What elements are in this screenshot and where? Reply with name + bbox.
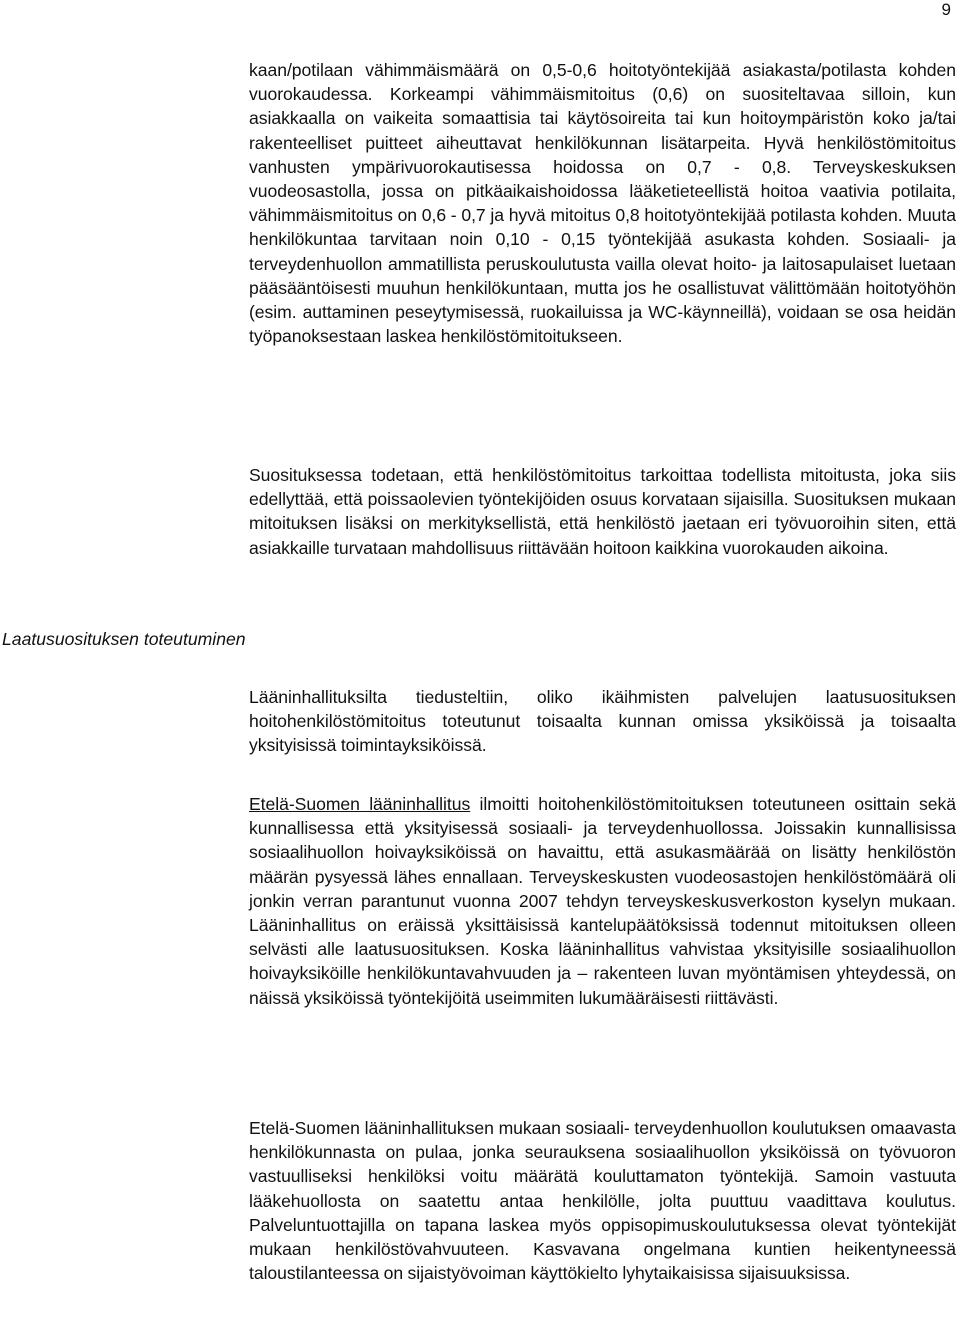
- paragraph-text: [249, 792, 956, 1010]
- body-paragraph-actual-staffing: [249, 463, 956, 560]
- provincial-office-name: Etelä-Suomen lääninhallitus: [249, 794, 471, 814]
- paragraph-text: Etelä-Suomen lääninhallituksen mukaan sosiaali- terveydenhuollon koulutuksen omaavasta henkilökunnasta on pulaa, jonka seurauksena sosiaalihuollon yksiköissä on työvuoron vastuulliseksi henkilöksi voitu määrätä kouluttamaton työntekijä. Samoin vastuuta lääkehuollosta on saatettu antaa henkilölle, jolta puuttuu vaadittava koulutus. Palveluntuottajilla on tapana laskea myös oppisopimuskoulutuksessa olevat työntekijät mukaan henkilöstövahvuuteen. Kasvavana ongelmana kuntien heikentyneessä taloustilanteessa on sijaistyövoiman käyttökielto lyhytaikaisissa sijaisuuksissa.: [249, 1118, 956, 1284]
- page-number: 9: [941, 0, 951, 19]
- paragraph-text: Suosituksessa todetaan, että henkilöstömitoitus tarkoittaa todellista mitoitusta, joka siis edellyttää, että poissaolevien työntekijöiden osuus korvataan sijaisilla. Suosituksen mukaan mitoituksen lisäksi on merkityksellistä, että henkilöstö jaetaan eri työvuoroihin siten, että asiakkaille turvataan mahdollisuus riittävään hoitoon kaikkina vuorokauden aikoina.: [249, 465, 956, 558]
- body-paragraph-inquiry: [249, 685, 956, 758]
- section-heading: Laatusuosituksen toteutuminen: [2, 629, 246, 649]
- paragraph-text: kaan/potilaan vähimmäismäärä on 0,5-0,6 hoitotyöntekijää asiakasta/potilasta kohden vuorokaudessa. Korkeampi vähimmäismitoitus (0,6) on suositeltavaa silloin, kun asiakkaalla on vaikeita somaattisia tai käytösoireita tai kun hoitoympäristön koko ja/tai rakenteelliset puitteet aiheuttavat henkilökunnan lisätarpeita. Hyvä henkilöstömitoitus vanhusten ympärivuorokautisessa hoidossa on 0,7 - 0,8. Terveyskeskuksen vuodeosastolla, jossa on pitkäaikaishoidossa lääketieteellistä hoitoa vaativia potilaita, vähimmäismitoitus on 0,6 - 0,7 ja hyvä mitoitus 0,8 hoitotyöntekijää potilasta kohden. Muuta henkilökuntaa tarvitaan noin 0,10 - 0,15 työntekijää asukasta kohden. Sosiaali- ja terveydenhuollon ammatillista peruskoulutusta vailla olevat hoito- ja laitosapulaiset luetaan pääsääntöisesti muuhun henkilökuntaan, mutta jos he osallistuvat välittömään hoitotyöhön (esim. auttaminen peseytymisessä, ruokailuissa ja WC-käynneillä), voidaan se osa heidän työpanoksestaan laskea henkilöstömitoitukseen.: [249, 60, 956, 347]
- paragraph-text: Lääninhallituksilta tiedusteltiin, oliko ikäihmisten palvelujen laatusuosituksen hoitohenkilöstömitoitus toteutunut toisaalta kunnan omissa yksiköissä ja toisaalta yksityisissä toimintayksiköissä.: [249, 687, 956, 756]
- body-paragraph-training-shortage: [249, 1116, 956, 1285]
- body-paragraph-southern-finland-report: [249, 792, 956, 1010]
- body-paragraph-staffing-ratios: [249, 58, 956, 348]
- paragraph-continuation: ilmoitti hoitohenkilöstömitoituksen toteutuneen osittain sekä kunnallisessa että yksityisessä sosiaali- ja terveydenhuollossa. Joissakin kunnallisissa sosiaalihuollon hoivayksiköissä on havaittu, että asukasmäärää on lisätty henkilöstön määrän pysyessä lähes ennallaan. Terveyskeskusten vuodeosastojen henkilöstömäärä oli jonkin verran parantunut vuonna 2007 tehdyn terveyskeskusverkoston kyselyn mukaan. Lääninhallitus on eräissä yksittäisissä kantelupäätöksissä todennut mitoituksen olleen selvästi alle laatusuosituksen. Koska lääninhallitus vahvistaa yksityisille sosiaalihuollon hoivayksiköille henkilökuntavahvuuden ja – rakenteen luvan myöntämisen yhteydessä, on näissä yksiköissä työntekijöitä useimmiten lukumääräisesti riittävästi.: [249, 794, 956, 1008]
